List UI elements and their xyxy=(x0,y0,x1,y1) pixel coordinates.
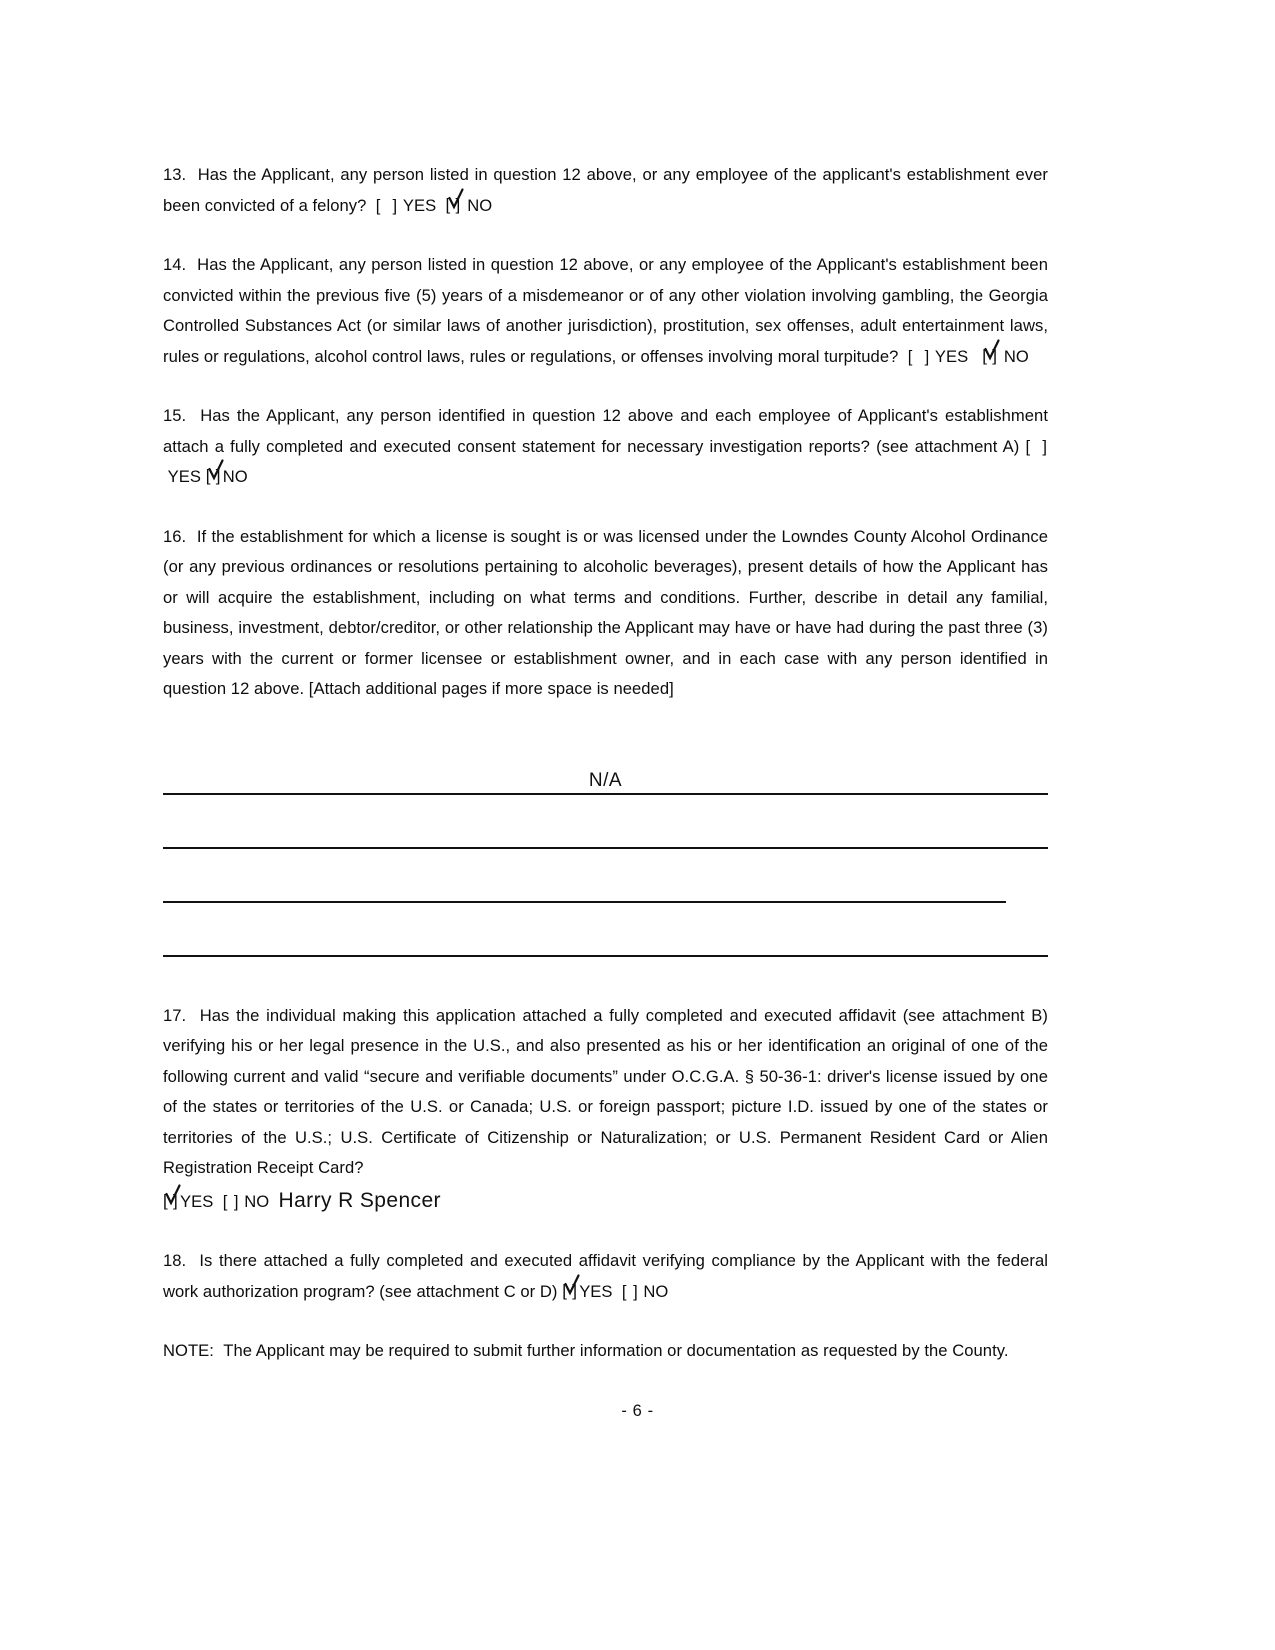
checkmark-icon xyxy=(208,459,224,481)
question-13 xyxy=(163,160,1048,221)
question-18-text: Is there attached a fully completed and executed affidavit verifying compliance by the Applicant with the federal work authorization program? (see attachment C or D) xyxy=(163,1251,1048,1301)
question-18-yes-box-checked[interactable] xyxy=(562,1282,579,1300)
question-13-yes-label: YES xyxy=(402,195,437,215)
answer-line-4-rule xyxy=(163,955,1048,957)
question-14 xyxy=(163,250,1048,372)
checkmark-icon xyxy=(564,1274,580,1296)
question-14-no-box-checked[interactable] xyxy=(982,347,999,365)
checkmark-icon xyxy=(448,188,464,210)
answer-line-1-value: N/A xyxy=(588,769,623,791)
bracket-left-icon: [ xyxy=(982,345,987,365)
question-17-no-box[interactable]: [ ] xyxy=(222,1191,240,1211)
question-14-number: 14. xyxy=(163,255,187,274)
answer-line-1[interactable] xyxy=(163,741,1048,795)
bracket-right-icon: ] xyxy=(215,466,221,485)
question-14-text: Has the Applicant, any person listed in question 12 above, or any employee of the Applicant's establishment been convicted within the previous five (5) years of a misdemeanor or of any other violation involving gambling, the Georgia Controlled Substances Act (or similar laws of another jurisdiction), prostitution, sex offenses, adult entertainment laws, rules or regulations, alcohol control laws, rules or regulations, or offenses involving moral turpitude? xyxy=(163,255,1048,366)
question-18-number: 18. xyxy=(163,1251,187,1270)
note-label: NOTE: xyxy=(163,1341,214,1360)
question-14-no-label: NO xyxy=(1003,346,1029,366)
bracket-right-icon: ] xyxy=(992,345,997,365)
question-17-yes-box-checked[interactable] xyxy=(163,1192,180,1210)
question-15 xyxy=(163,401,1048,493)
answer-line-4[interactable] xyxy=(163,903,1048,957)
question-17-number: 17. xyxy=(163,1005,187,1025)
question-16 xyxy=(163,522,1048,705)
question-17-signature-name: Harry R Spencer xyxy=(278,1188,441,1212)
question-13-yes-box[interactable]: [ ] xyxy=(375,195,399,215)
page-content xyxy=(163,160,1048,1367)
question-15-number: 15. xyxy=(163,406,187,425)
page-number: - 6 - xyxy=(621,1402,654,1420)
bracket-left-icon: [ xyxy=(205,466,211,485)
answer-line-2[interactable] xyxy=(163,795,1048,849)
note-text: The Applicant may be required to submit further information or documentation as requested by the County. xyxy=(223,1341,1009,1360)
question-15-text: Has the Applicant, any person identified in question 12 above and each employee of Applicant's establishment attach a fully completed and executed consent statement for necessary investigation reports? (see attachment A) xyxy=(163,406,1048,456)
question-13-no-label: NO xyxy=(467,195,493,215)
bracket-right-icon: ] xyxy=(173,1190,178,1210)
answer-line-3[interactable] xyxy=(163,849,1048,903)
question-15-yes-box[interactable]: [ ] xyxy=(1025,436,1048,456)
question-17-no-label: NO xyxy=(244,1191,270,1211)
question-13-no-box-checked[interactable] xyxy=(446,196,463,214)
question-17-yes-label: YES xyxy=(180,1191,214,1211)
bracket-left-icon: [ xyxy=(562,1280,567,1300)
question-14-yes-box[interactable]: [ ] xyxy=(907,346,931,366)
question-15-yes-label: YES xyxy=(167,467,202,486)
question-18-yes-label: YES xyxy=(579,1281,613,1301)
question-17-text: Has the individual making this application attached a fully completed and executed affidavit (see attachment B) verifying his or her legal presence in the U.S., and also presented as his or her identification an original of one of the following current and valid “secure and verifiable documents” under O.C.G.A. § 50-36-1: driver's license issued by one of the states or territories of the U.S. or Canada; U.S. or foreign passport; picture I.D. issued by one of the states or territories of the U.S.; U.S. Certificate of Citizenship or Naturalization; or U.S. Permanent Resident Card or Alien Registration Receipt Card? xyxy=(163,1005,1048,1177)
answer-lines xyxy=(163,741,1048,957)
question-14-yes-label: YES xyxy=(934,346,969,366)
note-paragraph xyxy=(163,1336,1048,1367)
question-17-answer-row xyxy=(163,1186,1048,1218)
bracket-right-icon: ] xyxy=(572,1280,577,1300)
checkmark-icon xyxy=(165,1184,181,1206)
question-17 xyxy=(163,1001,1048,1184)
bracket-left-icon: [ xyxy=(445,194,451,214)
question-16-text: If the establishment for which a license is sought is or was licensed under the Lowndes County Alcohol Ordinance (or any previous ordinances or resolutions pertaining to alcoholic beverages), present details of how the Applicant has or will acquire the establishment, including on what terms and conditions. Further, describe in detail any familial, business, investment, debtor/creditor, or other relationship the Applicant may have or have had during the past three (3) years with the current or former licensee or establishment owner, and in each case with any person identified in question 12 above. [Attach additional pages if more space is needed] xyxy=(163,526,1048,698)
question-18-no-box[interactable]: [ ] xyxy=(621,1281,639,1301)
question-16-number: 16. xyxy=(163,526,187,546)
checkmark-icon xyxy=(984,339,1000,361)
question-15-no-box-checked[interactable] xyxy=(206,467,223,485)
bracket-left-icon: [ xyxy=(163,1190,168,1210)
question-13-number: 13. xyxy=(163,165,187,184)
question-13-text: Has the Applicant, any person listed in question 12 above, or any employee of the applicant's establishment ever been convicted of a felony? xyxy=(163,165,1048,215)
question-18 xyxy=(163,1246,1048,1307)
question-18-no-label: NO xyxy=(643,1281,669,1301)
bracket-right-icon: ] xyxy=(455,194,461,214)
question-15-no-label: NO xyxy=(222,467,248,486)
